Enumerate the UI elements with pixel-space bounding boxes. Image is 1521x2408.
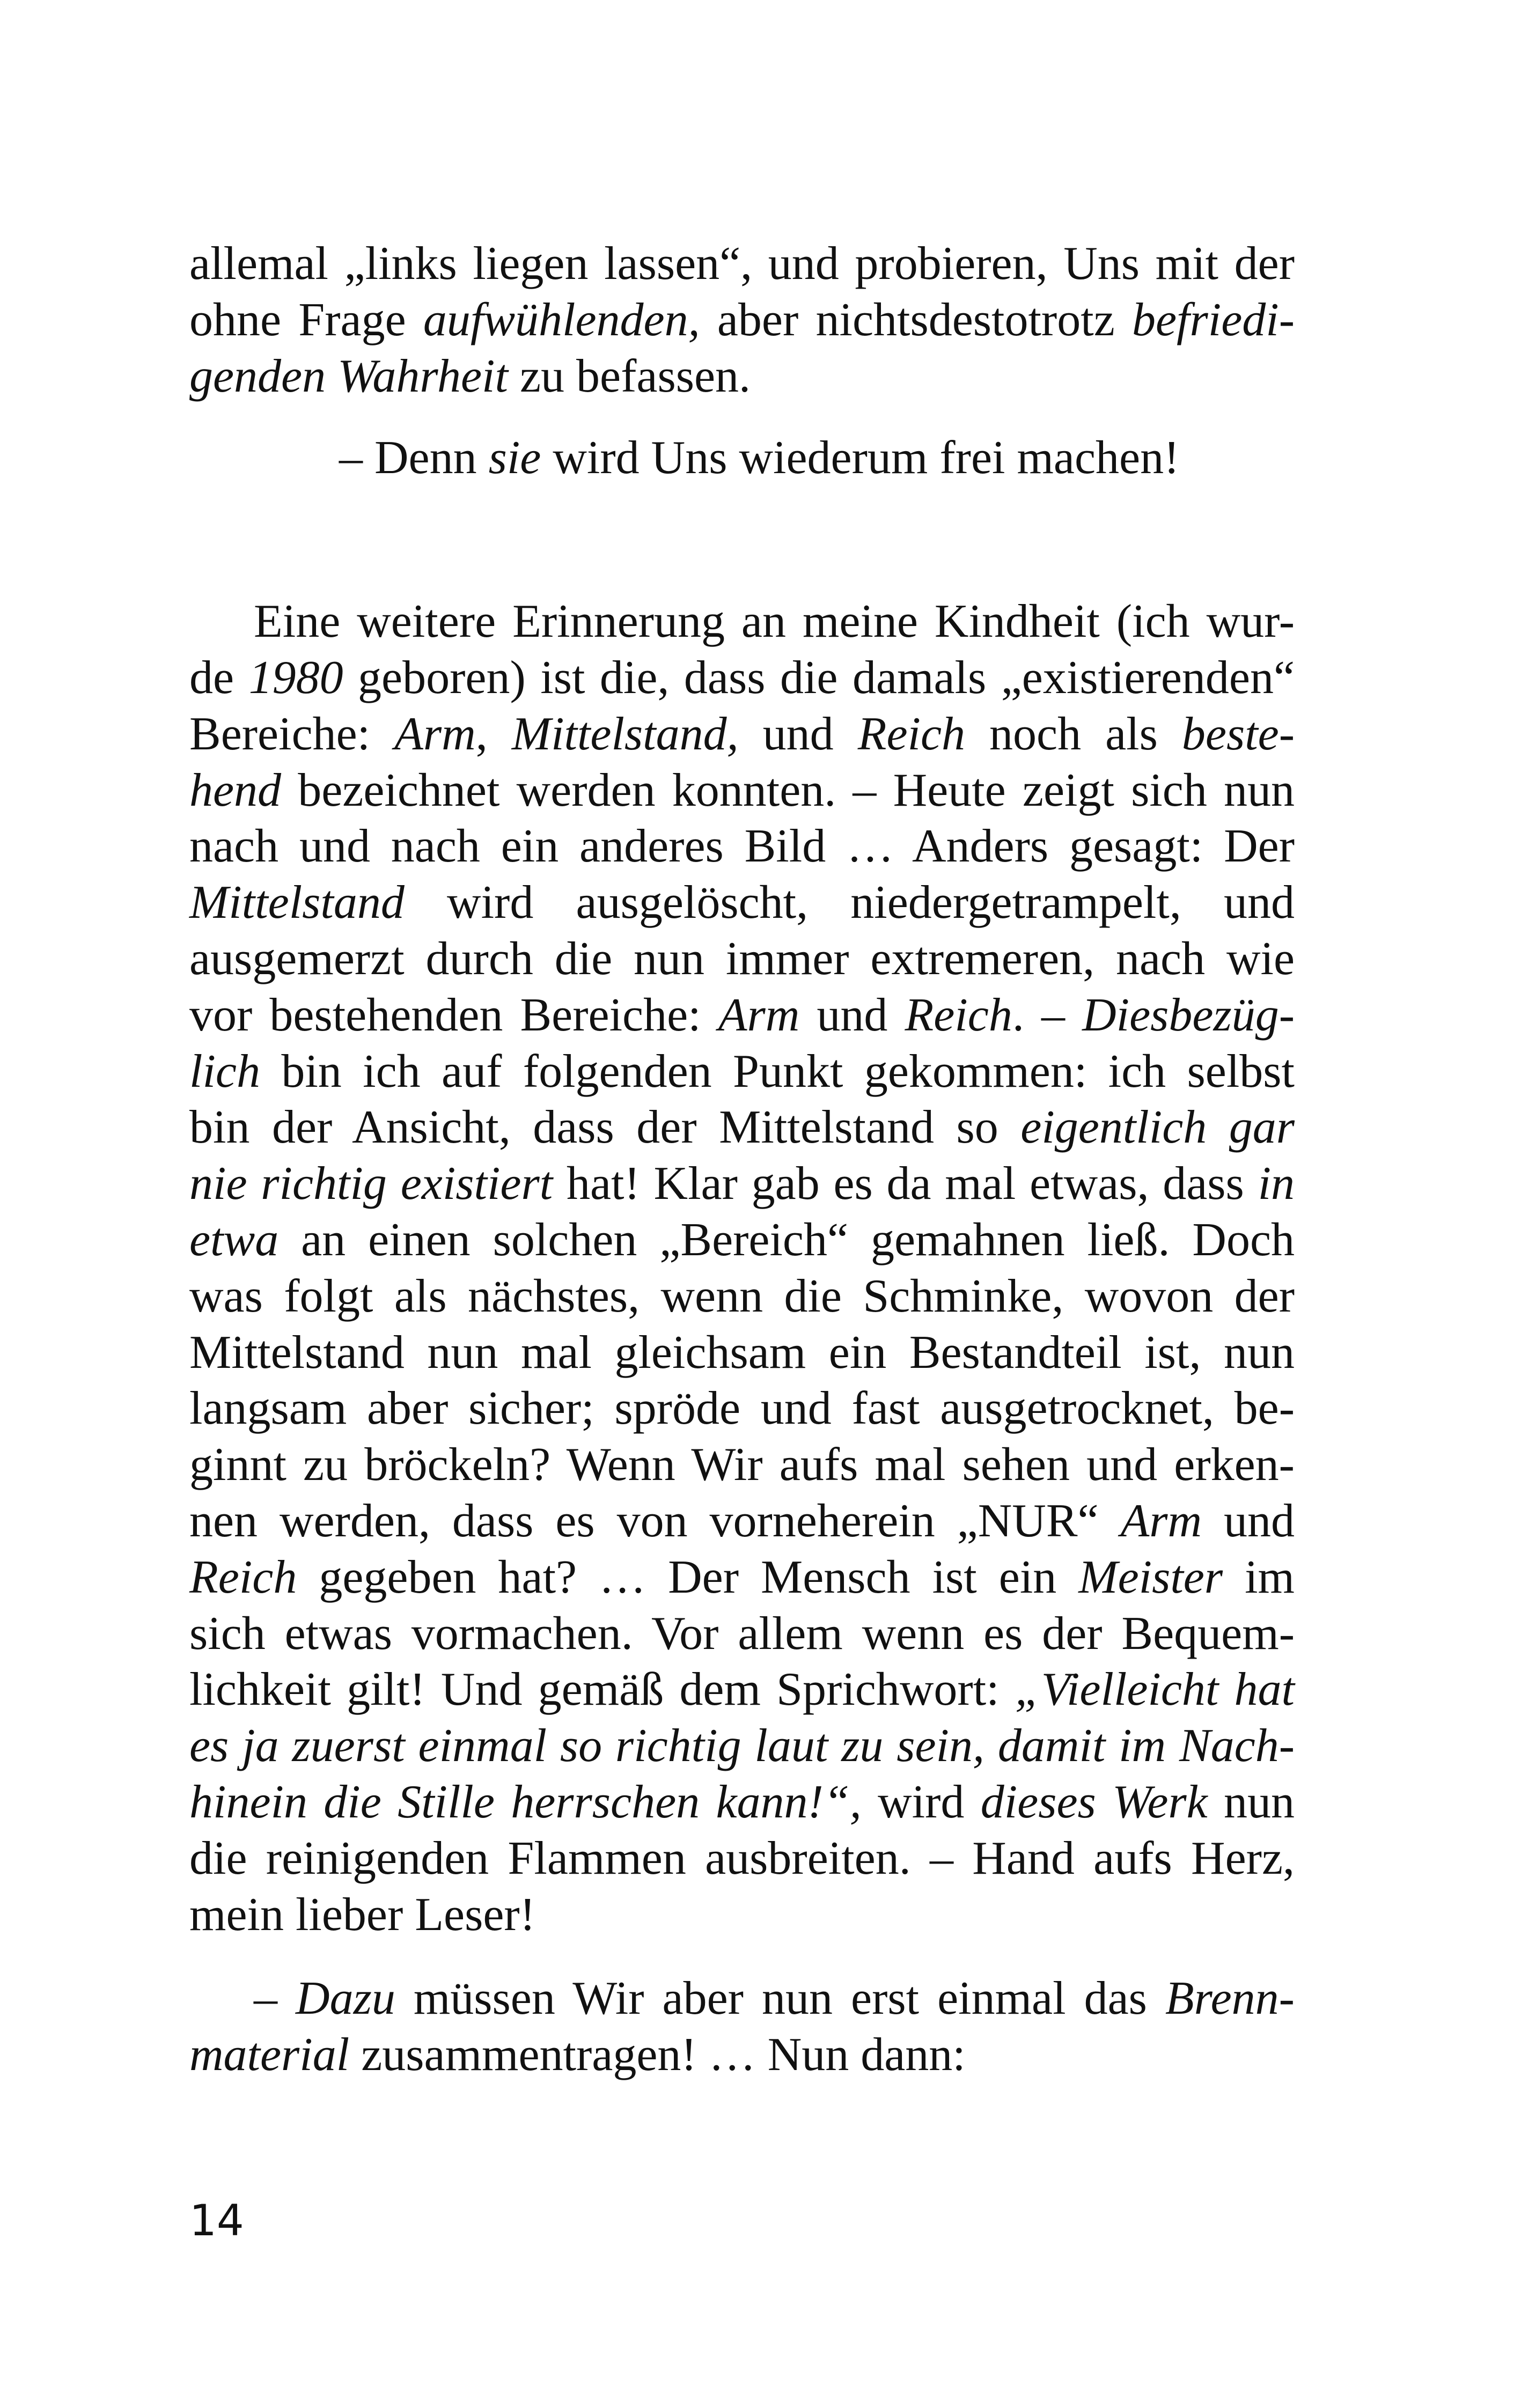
text-line: nen werden, dass es von vorneherein „NUR“ Arm und bbox=[189, 1494, 1295, 1547]
text-line: nach und nach ein anderes Bild … Anders gesagt: Der bbox=[189, 820, 1295, 873]
text-line: es ja zuerst einmal so richtig laut zu sein, damit im Nach- bbox=[189, 1720, 1295, 1772]
text-line: vor bestehenden Bereiche: Arm und Reich. – Diesbezüg- bbox=[189, 989, 1295, 1041]
text-line: was folgt als nächstes, wenn die Schminke, wovon der bbox=[189, 1270, 1295, 1322]
text-line: mein lieber Leser! bbox=[189, 1888, 536, 1941]
text-line: Mittelstand nun mal gleichsam ein Bestandteil ist, nun bbox=[189, 1326, 1295, 1379]
text-line: – Denn sie wird Uns wiederum frei machen! bbox=[339, 432, 1180, 484]
text-line: lichkeit gilt! Und gemäß dem Sprichwort: „Vielleicht hat bbox=[189, 1663, 1295, 1716]
main-paragraph bbox=[189, 594, 1295, 1943]
text-line: Eine weitere Erinnerung an meine Kindheit (ich wur- bbox=[254, 595, 1295, 648]
text-line: hinein die Stille herrschen kann!“, wird dieses Werk nun bbox=[189, 1776, 1295, 1828]
text-line: allemal „links liegen lassen“, und probieren, Uns mit der bbox=[189, 238, 1295, 290]
text-line: langsam aber sicher; spröde und fast ausgetrocknet, be- bbox=[189, 1382, 1295, 1435]
page-body bbox=[189, 236, 1295, 2083]
page-number: 14 bbox=[189, 2196, 244, 2245]
text-line: de 1980 geboren) ist die, dass die damals „existierenden“ bbox=[189, 651, 1295, 704]
text-line: Bereiche: Arm, Mittelstand, und Reich noch als beste- bbox=[189, 708, 1295, 760]
text-line: material zusammentragen! … Nun dann: bbox=[189, 2029, 966, 2081]
top-paragraph bbox=[189, 236, 1295, 404]
text-line: Reich gegeben hat? … Der Mensch ist ein Meister im bbox=[189, 1551, 1295, 1603]
text-line: etwa an einen solchen „Bereich“ gemahnen ließ. Doch bbox=[189, 1213, 1295, 1266]
text-line: bin der Ansicht, dass der Mittelstand so eigentlich gar bbox=[189, 1101, 1295, 1154]
text-line: genden Wahrheit zu befassen. bbox=[189, 350, 751, 402]
text-line: ohne Frage aufwühlenden, aber nichtsdestotrotz befriedi- bbox=[189, 293, 1295, 346]
text-line: hend bezeichnet werden konnten. – Heute zeigt sich nun bbox=[189, 764, 1295, 816]
text-line: nie richtig existiert hat! Klar gab es da mal etwas, dass in bbox=[189, 1158, 1295, 1210]
closing-paragraph bbox=[189, 1971, 1295, 2083]
text-line: lich bin ich auf folgenden Punkt gekommen: ich selbst bbox=[189, 1045, 1295, 1098]
text-line: ausgemerzt durch die nun immer extremeren, nach wie bbox=[189, 932, 1295, 985]
text-line: sich etwas vormachen. Vor allem wenn es der Bequem- bbox=[189, 1607, 1295, 1660]
text-line: – Dazu müssen Wir aber nun erst einmal das Brenn- bbox=[254, 1972, 1295, 2025]
text-line: die reinigenden Flammen ausbreiten. – Hand aufs Herz, bbox=[189, 1832, 1295, 1884]
centered-quote bbox=[189, 430, 1295, 487]
text-line: Mittelstand wird ausgelöscht, niedergetrampelt, und bbox=[189, 877, 1295, 929]
text-line: ginnt zu bröckeln? Wenn Wir aufs mal sehen und erken- bbox=[189, 1439, 1295, 1491]
